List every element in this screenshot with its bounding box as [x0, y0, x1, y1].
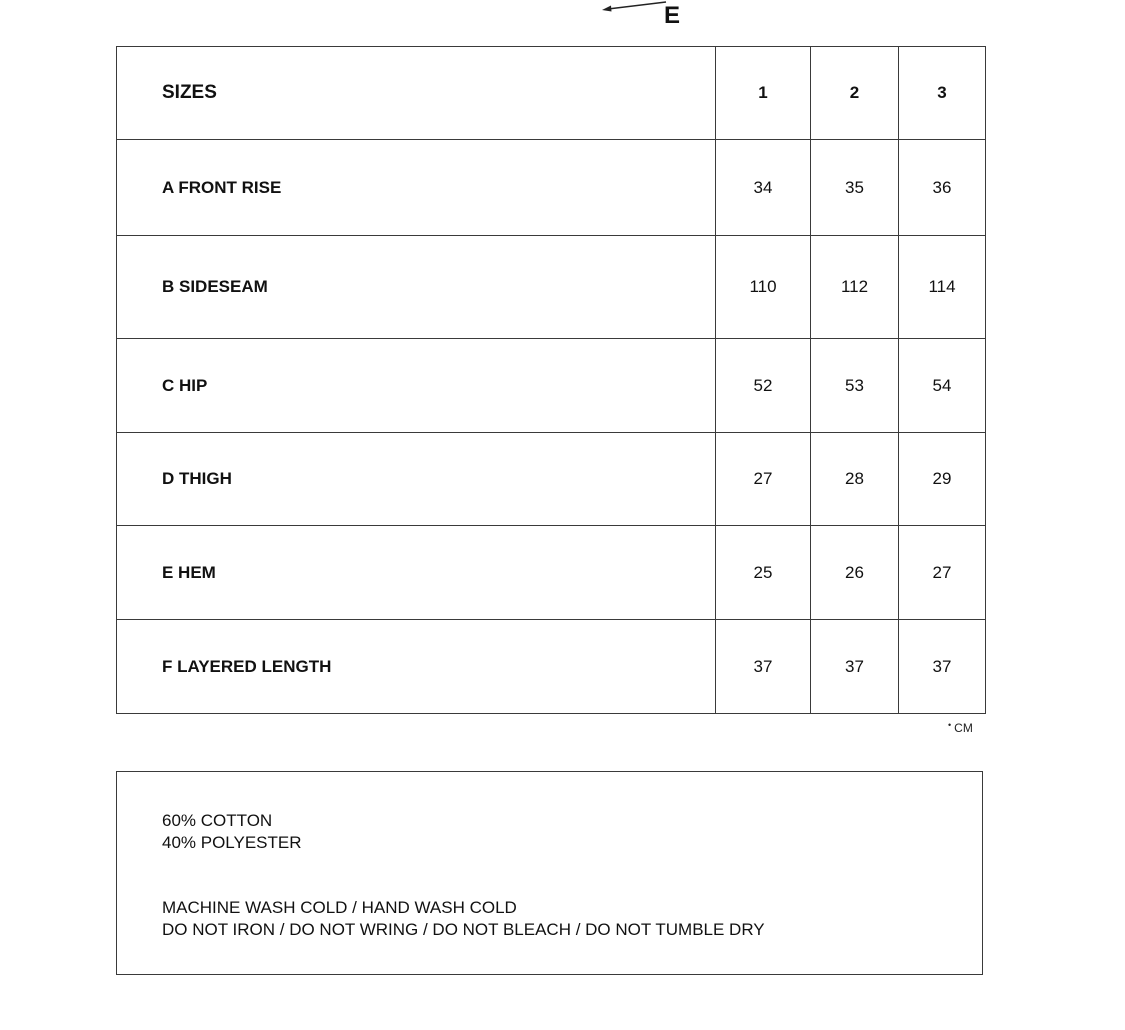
cell-value: 52 [716, 339, 811, 433]
care-instructions [162, 897, 765, 941]
composition-line: 60% COTTON [162, 811, 273, 830]
table-header-row [117, 47, 986, 140]
size-header-2: 2 [811, 47, 899, 140]
table-row [117, 526, 986, 620]
unit-note [948, 720, 973, 735]
table-row [117, 236, 986, 339]
cell-value: 26 [811, 526, 899, 620]
cell-value: 36 [899, 140, 986, 236]
cell-value: 27 [899, 526, 986, 620]
cell-value: 34 [716, 140, 811, 236]
instruction-line: DO NOT IRON / DO NOT WRING / DO NOT BLEACH / DO NOT TUMBLE DRY [162, 920, 765, 939]
cell-value: 27 [716, 433, 811, 526]
size-header-3: 3 [899, 47, 986, 140]
row-label-front-rise: A FRONT RISE [117, 140, 716, 236]
table-row [117, 339, 986, 433]
table-row [117, 620, 986, 714]
cell-value: 29 [899, 433, 986, 526]
care-label-box [116, 771, 983, 975]
cell-value: 53 [811, 339, 899, 433]
table-row [117, 140, 986, 236]
unit-marker: • [948, 720, 952, 730]
row-label-hem: E HEM [117, 526, 716, 620]
fabric-composition [162, 810, 302, 854]
size-header-1: 1 [716, 47, 811, 140]
row-label-hip: C HIP [117, 339, 716, 433]
cell-value: 28 [811, 433, 899, 526]
arrow-left-icon [600, 0, 670, 20]
size-chart-table [116, 46, 986, 714]
composition-line: 40% POLYESTER [162, 833, 302, 852]
instruction-line: MACHINE WASH COLD / HAND WASH COLD [162, 898, 517, 917]
sizes-header: SIZES [117, 47, 716, 140]
cell-value: 37 [716, 620, 811, 714]
row-label-layered-length: F LAYERED LENGTH [117, 620, 716, 714]
unit-label: CM [954, 721, 973, 735]
marker-letter: E [664, 2, 681, 29]
table-row [117, 433, 986, 526]
cell-value: 25 [716, 526, 811, 620]
cell-value: 37 [811, 620, 899, 714]
cell-value: 37 [899, 620, 986, 714]
row-label-sideseam: B SIDESEAM [117, 236, 716, 339]
cell-value: 112 [811, 236, 899, 339]
row-label-thigh: D THIGH [117, 433, 716, 526]
measurement-marker [600, 0, 690, 34]
cell-value: 114 [899, 236, 986, 339]
cell-value: 110 [716, 236, 811, 339]
cell-value: 35 [811, 140, 899, 236]
cell-value: 54 [899, 339, 986, 433]
